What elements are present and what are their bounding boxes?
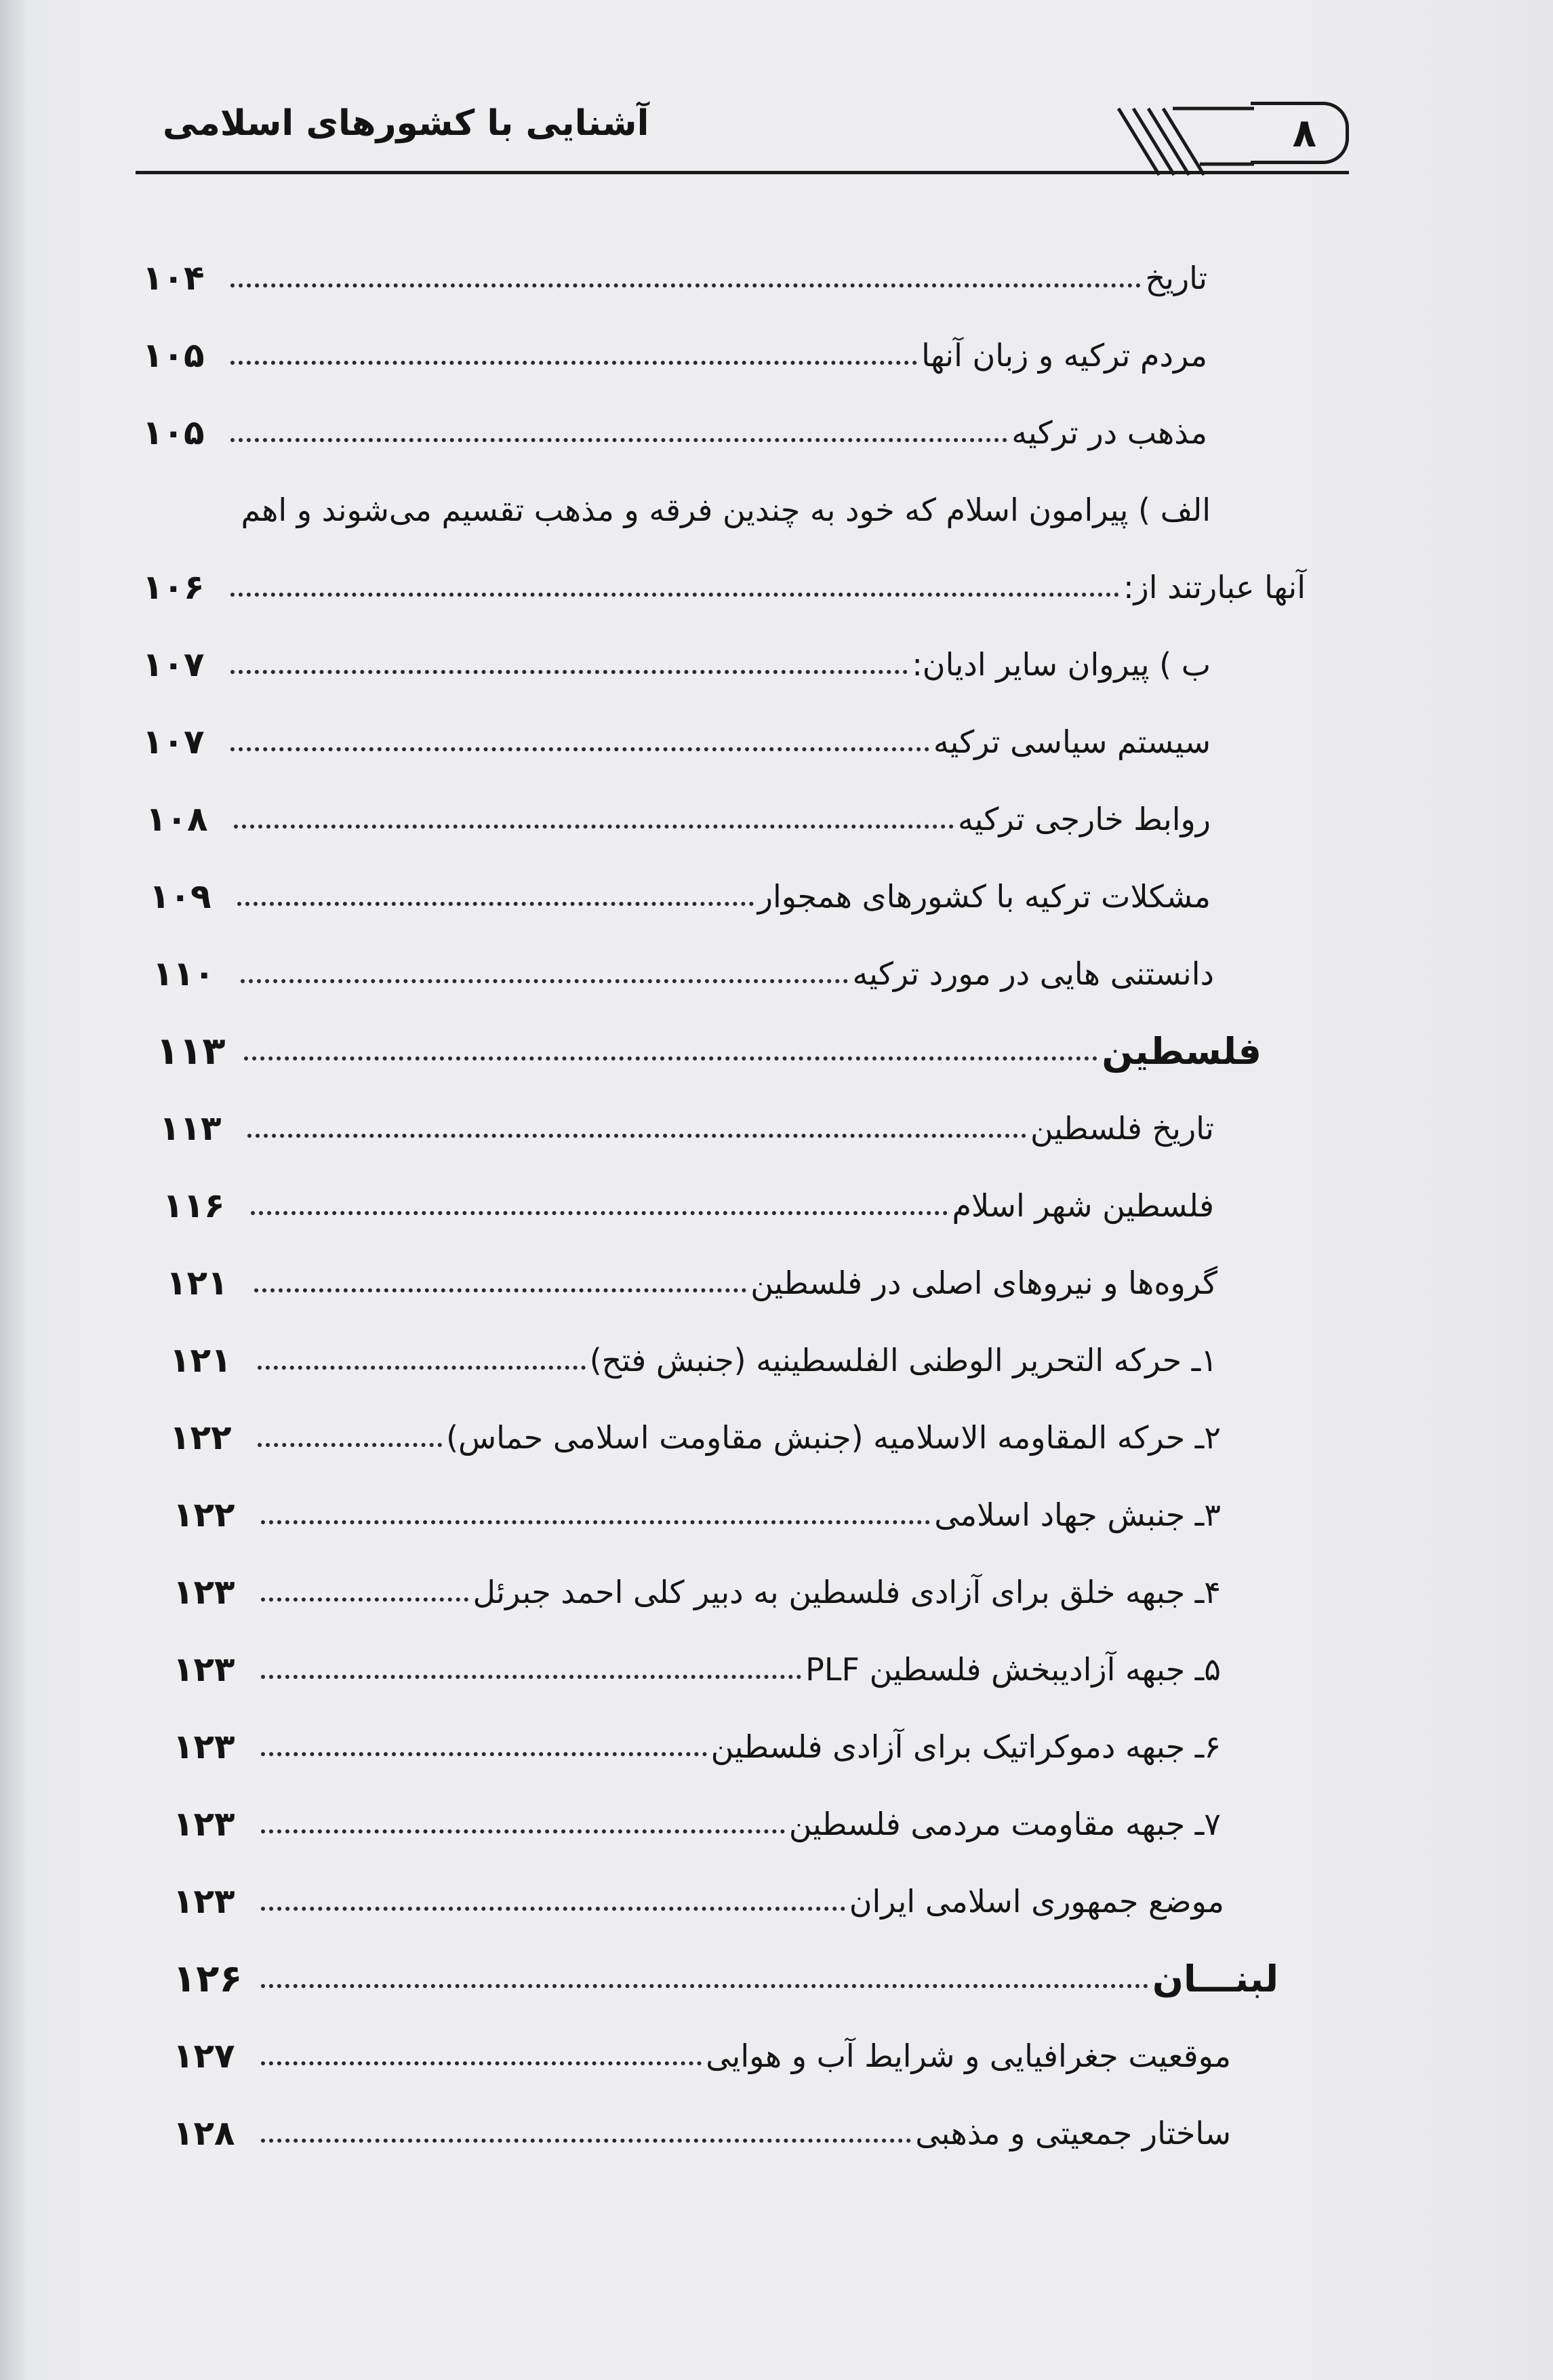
dot-leader <box>230 361 917 365</box>
toc-entry-page: ۱۱۳ <box>156 1029 226 1073</box>
toc-entry-page: ۱۲۳ <box>173 1882 235 1921</box>
toc-entry-title: سیستم سیاسی ترکیه <box>933 723 1211 760</box>
toc-entry[interactable] <box>173 1867 1224 1935</box>
toc-entry-title: آنها عبارتند از: <box>1123 569 1306 606</box>
toc-entry-title: روابط خارجی ترکیه <box>958 801 1211 837</box>
dot-leader <box>230 593 1119 597</box>
dot-leader <box>261 1907 845 1911</box>
toc-entry[interactable] <box>173 1481 1221 1549</box>
toc-entry-title: مذهب در ترکیه <box>1011 414 1207 451</box>
toc-entry[interactable] <box>166 1249 1217 1317</box>
page-number: ۸ <box>1292 110 1316 156</box>
toc-entry-page: ۱۲۳ <box>173 1804 235 1844</box>
toc-entry-title: فلسطین <box>1102 1029 1262 1073</box>
toc-entry-page: ۱۰۷ <box>142 722 205 761</box>
toc-entry-page: ۱۰۵ <box>142 336 205 375</box>
toc-entry-title: ۵ـ جبهه آزادیبخش فلسطین PLF <box>805 1651 1221 1688</box>
toc-entry[interactable] <box>149 862 1211 930</box>
toc-entry-page: ۱۱۰ <box>153 954 215 993</box>
toc-entry-title: دانستنی هایی در مورد ترکیه <box>852 955 1214 992</box>
toc-entry[interactable] <box>159 1094 1214 1162</box>
dot-leader <box>251 1211 948 1215</box>
toc-entry-wrapped-line[interactable] <box>241 476 1211 544</box>
dot-leader <box>237 902 754 906</box>
toc-entry-title: ۶ـ جبهه دموکراتیک برای آزادی فلسطین <box>710 1728 1221 1765</box>
dot-leader <box>230 283 1141 287</box>
toc-entry-title: ساختار جمعیتی و مذهبی <box>915 2115 1231 2151</box>
toc-entry[interactable] <box>169 1404 1221 1471</box>
toc-entry-page: ۱۲۳ <box>173 1572 235 1612</box>
dot-leader <box>261 1598 468 1602</box>
toc-entry[interactable] <box>142 244 1207 312</box>
toc-entry[interactable] <box>173 1790 1221 1858</box>
dot-leader <box>244 1056 1097 1060</box>
dot-leader <box>261 2139 911 2143</box>
toc-entry-page: ۱۰۹ <box>149 877 211 916</box>
dot-leader <box>241 979 848 983</box>
toc-entry-title: لبنـــان <box>1152 1957 1278 2000</box>
toc-entry[interactable] <box>142 631 1211 698</box>
toc-entry-page: ۱۲۳ <box>173 1727 235 1766</box>
dot-leader <box>230 747 929 751</box>
toc-entry[interactable] <box>169 1326 1217 1394</box>
toc-entry-page: ۱۰۵ <box>142 413 205 452</box>
toc-entry-title: ۴ـ جبهه خلق برای آزادی فلسطین به دبیر کلی احمد جبرئل <box>472 1574 1221 1610</box>
toc-entry-title: ۲ـ حرکه المقاومه الاسلامیه (جنبش مقاومت اسلامی حماس) <box>446 1419 1221 1456</box>
toc-entry[interactable] <box>173 2099 1231 2167</box>
toc-entry[interactable] <box>173 1558 1221 1626</box>
toc-entry-page: ۱۰۸ <box>146 799 208 839</box>
toc-entry-page: ۱۲۳ <box>173 1650 235 1689</box>
toc-entry-page: ۱۱۶ <box>163 1186 225 1225</box>
book-title: آشنایی با کشورهای اسلامی <box>163 103 649 144</box>
toc-entry-title: موقعیت جغرافیایی و شرایط آب و هوایی <box>706 2038 1231 2074</box>
toc-entry[interactable] <box>142 321 1207 389</box>
toc-entry-title: ب ) پیروان سایر ادیان: <box>912 646 1211 683</box>
page-number-tab <box>1105 102 1349 171</box>
toc-entry-title: مردم ترکیه و زبان آنها <box>921 337 1207 374</box>
toc-entry-title: ۳ـ جنبش جهاد اسلامی <box>934 1496 1221 1533</box>
toc-chapter-heading[interactable] <box>173 1945 1278 2012</box>
dot-leader <box>261 1675 801 1679</box>
toc-entry-page: ۱۲۱ <box>166 1263 228 1303</box>
dot-leader <box>261 1829 785 1833</box>
page-header <box>136 95 1349 190</box>
toc-entry-page: ۱۲۱ <box>169 1341 232 1380</box>
toc-entry[interactable] <box>142 553 1306 621</box>
dot-leader <box>254 1288 746 1292</box>
toc-entry[interactable] <box>173 1713 1221 1781</box>
toc-entry-page: ۱۰۶ <box>142 568 205 607</box>
toc-entry[interactable] <box>173 2022 1231 2090</box>
toc-entry[interactable] <box>142 708 1211 776</box>
toc-entry[interactable] <box>142 399 1207 467</box>
toc-entry-page: ۱۲۲ <box>169 1418 232 1457</box>
dot-leader <box>261 1984 1148 1988</box>
toc-entry-page: ۱۰۷ <box>142 645 205 684</box>
dot-leader <box>258 1443 442 1447</box>
toc-entry-title: الف ) پیرامون اسلام که خود به چندین فرقه و مذهب تقسیم می‌شوند و اهم <box>241 492 1211 528</box>
dot-leader <box>247 1134 1026 1138</box>
toc-entry[interactable] <box>146 785 1211 853</box>
header-rule <box>136 171 1349 174</box>
toc-entry[interactable] <box>163 1172 1214 1239</box>
toc-entry-page: ۱۰۴ <box>142 258 205 298</box>
dot-leader <box>261 1752 707 1756</box>
dot-leader <box>258 1366 586 1370</box>
toc-entry[interactable] <box>153 940 1214 1008</box>
toc-entry-title: مشکلات ترکیه با کشورهای همجوار <box>757 878 1211 915</box>
toc-entry-page: ۱۲۷ <box>173 2036 235 2076</box>
toc-entry-title: ۱ـ حرکه التحریر الوطنی الفلسطینیه (جنبش فتح) <box>589 1342 1217 1379</box>
toc-chapter-heading[interactable] <box>156 1017 1262 1085</box>
decorative-stripes-icon <box>1105 102 1254 178</box>
toc-entry[interactable] <box>173 1635 1221 1703</box>
toc-entry-title: فلسطین شهر اسلام <box>952 1187 1214 1224</box>
toc-entry-page: ۱۲۲ <box>173 1495 235 1534</box>
toc-entry-title: گروه‌ها و نیروهای اصلی در فلسطین <box>750 1265 1217 1301</box>
toc-entry-page: ۱۲۶ <box>173 1956 243 2001</box>
toc-entry-title: تاریخ فلسطین <box>1030 1110 1214 1147</box>
dot-leader <box>261 1520 930 1524</box>
dot-leader <box>261 2061 702 2065</box>
toc-entry-title: تاریخ <box>1145 260 1207 296</box>
toc-entry-title: موضع جمهوری اسلامی ایران <box>849 1883 1224 1920</box>
dot-leader <box>234 825 954 829</box>
dot-leader <box>230 438 1007 442</box>
toc-entry-page: ۱۲۸ <box>173 2114 235 2153</box>
toc-entry-title: ۷ـ جبهه مقاومت مردمی فلسطین <box>788 1806 1221 1842</box>
toc-entry-page: ۱۱۳ <box>159 1109 222 1148</box>
dot-leader <box>230 670 908 674</box>
